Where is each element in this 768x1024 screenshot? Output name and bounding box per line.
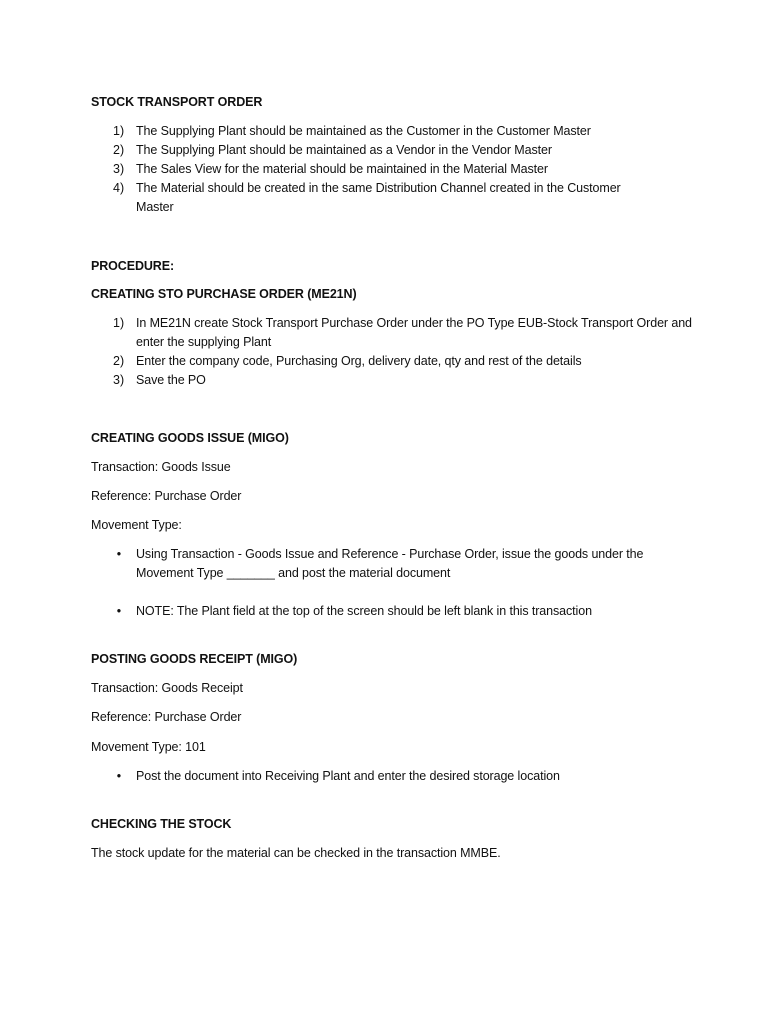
procedure-heading: PROCEDURE: xyxy=(91,259,175,273)
list-number: 2) xyxy=(113,354,125,368)
goods-issue-heading: CREATING GOODS ISSUE (MIGO) xyxy=(91,431,289,445)
list-item-text: Enter the company code, Purchasing Org, delivery date, qty and rest of the details xyxy=(136,354,582,368)
goods-issue-transaction: Transaction: Goods Issue xyxy=(91,460,231,474)
bullet-icon: • xyxy=(116,604,122,618)
bullet-text: Post the document into Receiving Plant and enter the desired storage location xyxy=(136,769,560,783)
list-item-text: Save the PO xyxy=(136,373,206,387)
list-number: 1) xyxy=(113,124,125,138)
goods-receipt-reference: Reference: Purchase Order xyxy=(91,710,242,724)
list-item-text: The Sales View for the material should be maintained in the Material Master xyxy=(136,162,548,176)
goods-receipt-transaction: Transaction: Goods Receipt xyxy=(91,681,243,695)
list-item-text: The Supplying Plant should be maintained as the Customer in the Customer Master xyxy=(136,124,591,138)
list-item-text: In ME21N create Stock Transport Purchase Order under the PO Type EUB-Stock Transport Order and enter the supplying Plant xyxy=(136,316,692,349)
list-item-text: The Material should be created in the same Distribution Channel created in the Customer Master xyxy=(136,181,621,214)
bullet-icon: • xyxy=(116,769,122,783)
checking-stock-text: The stock update for the material can be checked in the transaction MMBE. xyxy=(91,846,501,860)
list-number: 3) xyxy=(113,373,125,387)
goods-issue-movement-type: Movement Type: xyxy=(91,518,182,532)
document-title: STOCK TRANSPORT ORDER xyxy=(91,95,263,109)
list-number: 1) xyxy=(113,316,125,330)
goods-issue-reference: Reference: Purchase Order xyxy=(91,489,242,503)
list-number: 4) xyxy=(113,181,125,195)
list-number: 2) xyxy=(113,143,125,157)
list-number: 3) xyxy=(113,162,125,176)
sto-section-heading: CREATING STO PURCHASE ORDER (ME21N) xyxy=(91,287,357,301)
bullet-text: Using Transaction - Goods Issue and Reference - Purchase Order, issue the goods under the Movement Type _______ and post the material document xyxy=(136,547,644,580)
bullet-icon: • xyxy=(116,547,122,561)
bullet-text: NOTE: The Plant field at the top of the screen should be left blank in this transaction xyxy=(136,604,592,618)
list-item-text: The Supplying Plant should be maintained as a Vendor in the Vendor Master xyxy=(136,143,552,157)
goods-receipt-movement-type: Movement Type: 101 xyxy=(91,740,206,754)
goods-receipt-heading: POSTING GOODS RECEIPT (MIGO) xyxy=(91,652,298,666)
checking-stock-heading: CHECKING THE STOCK xyxy=(91,817,232,831)
